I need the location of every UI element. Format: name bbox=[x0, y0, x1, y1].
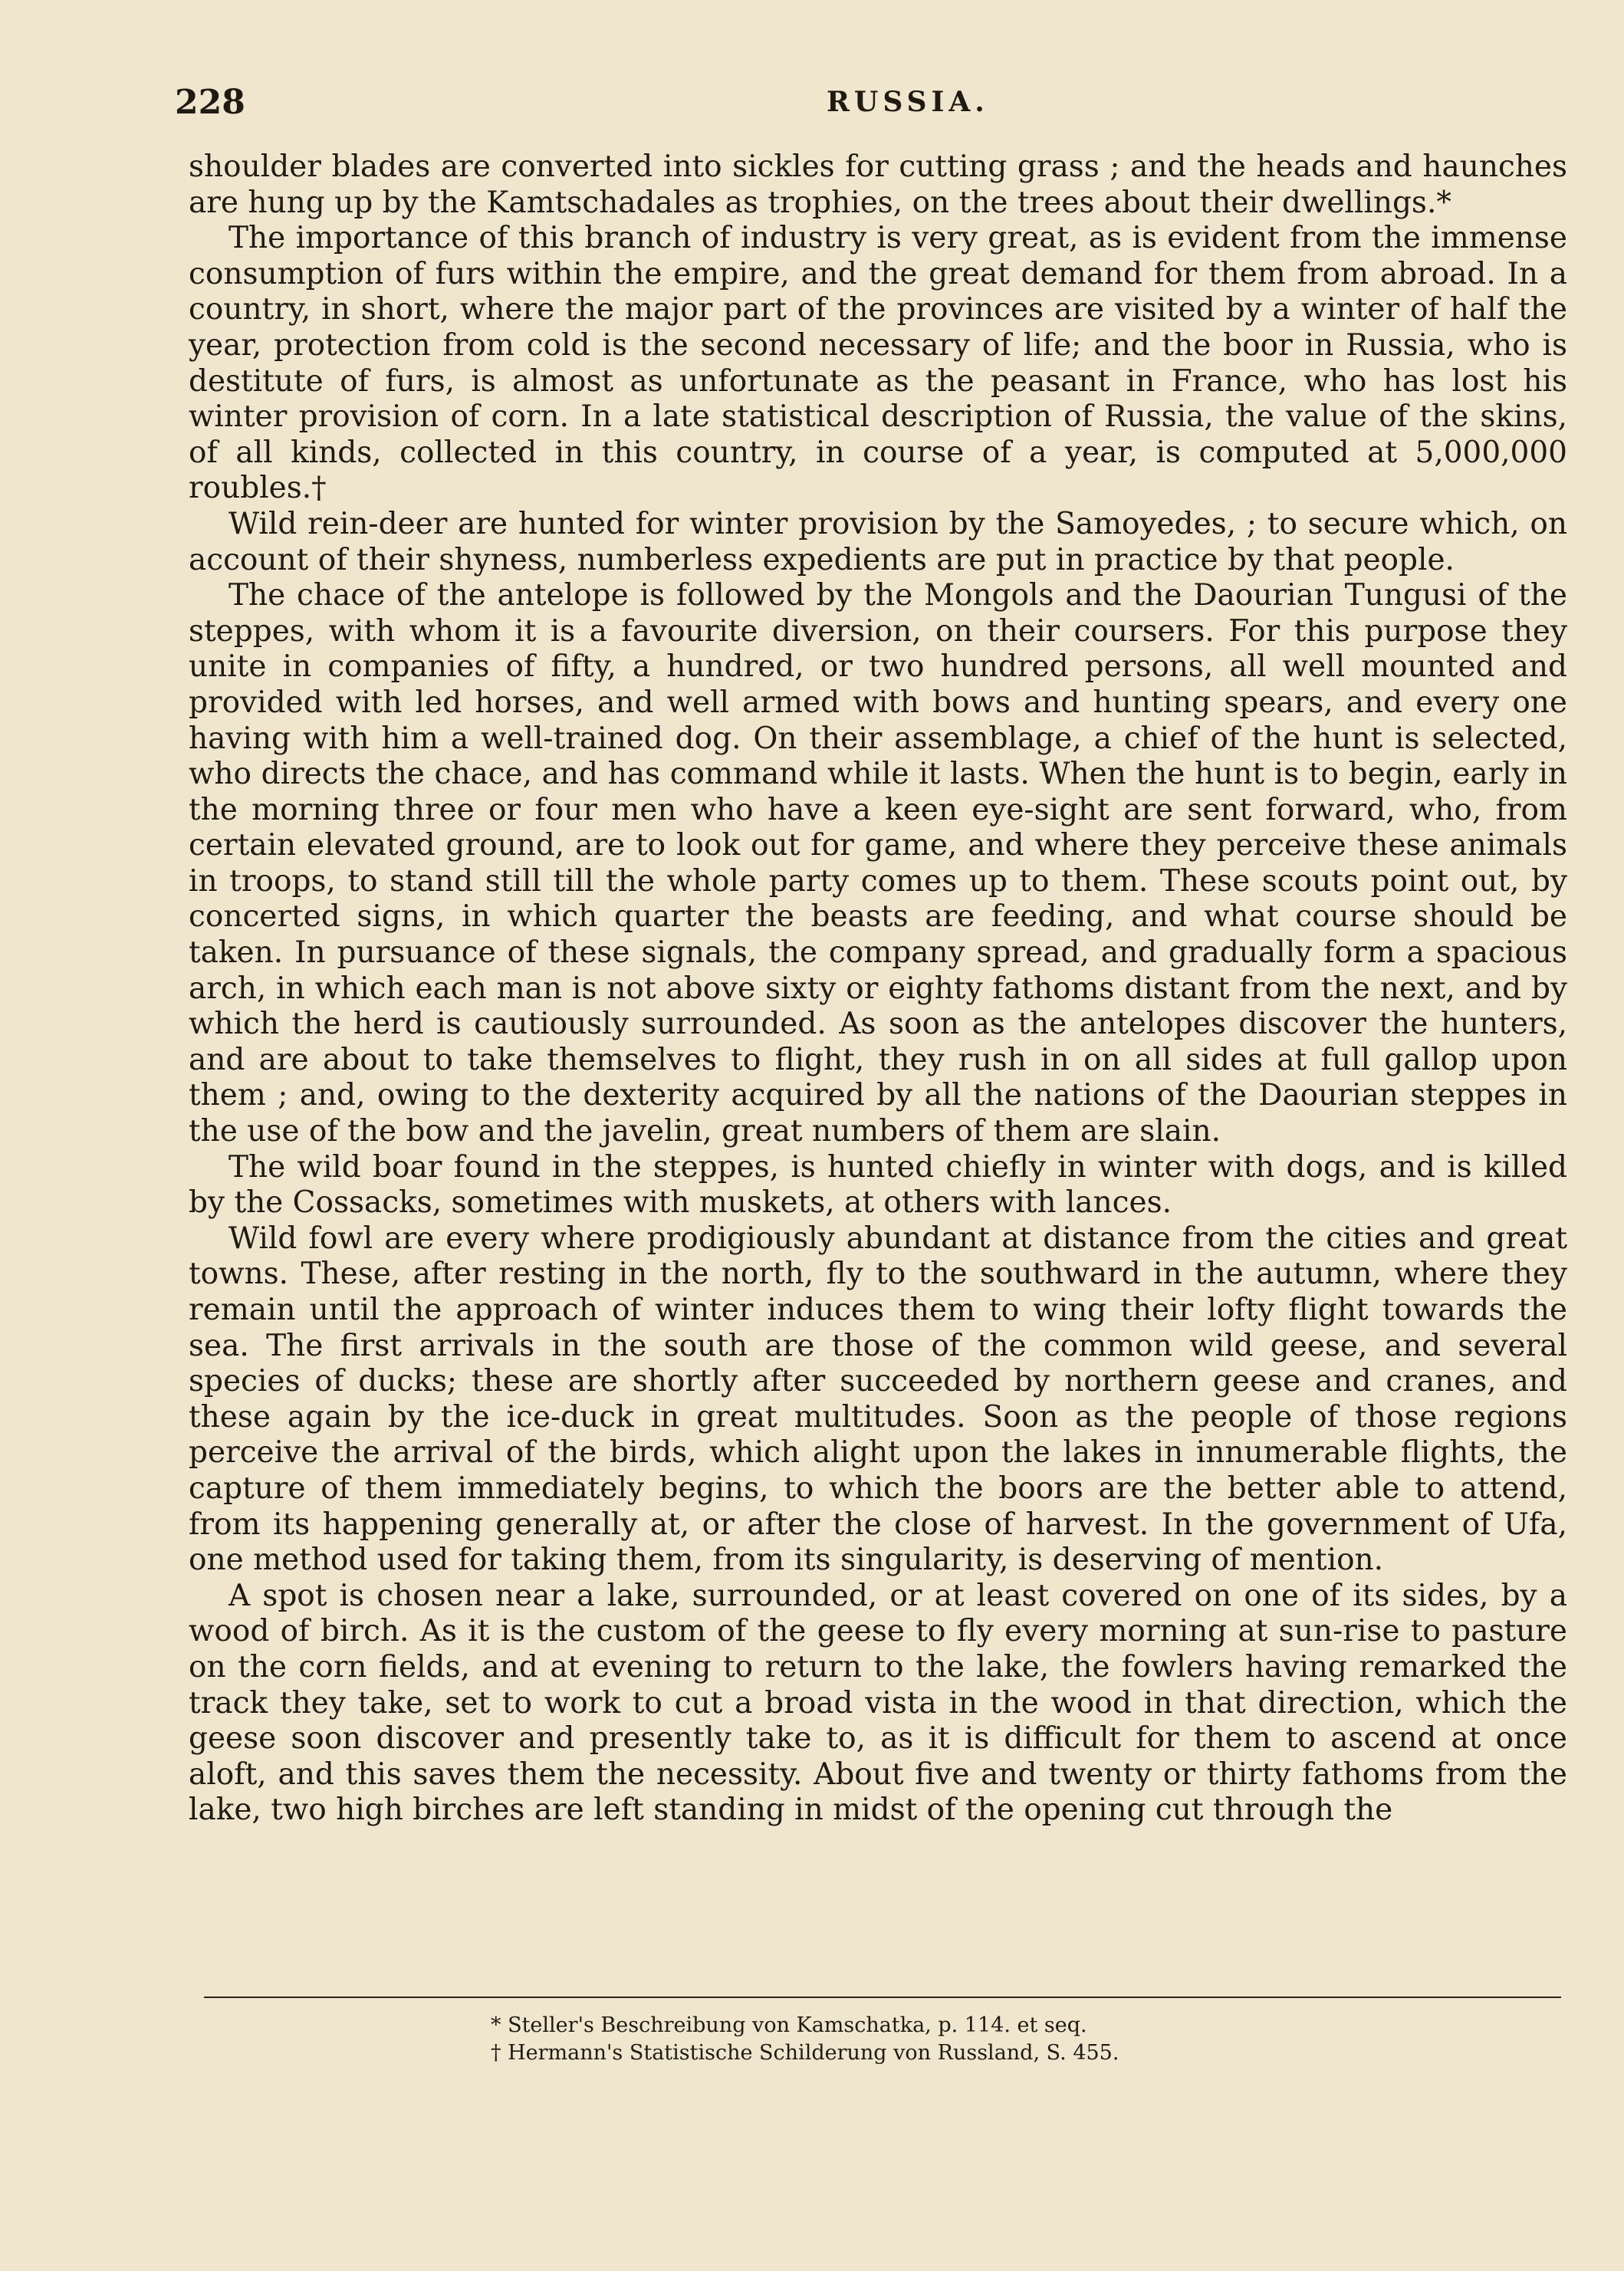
paragraph-5: The wild boar found in the steppes, is hunted chiefly in winter with dogs, and is killed by the Cossacks, sometimes with muskets, at others with lances. bbox=[189, 1149, 1567, 1221]
paragraph-3: Wild rein-deer are hunted for winter provision by the Samoyedes, ; to secure which, on account of their shyness, numberless expedients are put in practice by that people. bbox=[189, 506, 1567, 577]
page-header bbox=[175, 83, 1572, 129]
body-text bbox=[189, 150, 1567, 1829]
page-number: 228 bbox=[175, 83, 245, 122]
paragraph-7: A spot is chosen near a lake, surrounded, or at least covered on one of its sides, by a wood of birch. As it is the custom of the geese to fly every morning at sun-rise to pasture on the corn fields, and at evening to return to the lake, the fowlers having remarked the track they take, set to work to cut a broad vista in the wood in that direction, which the geese soon discover and presently take to, as it is difficult for them to ascend at once aloft, and this saves them the necessity. About five and twenty or thirty fathoms from the lake, two high birches are left standing in midst of the opening cut through the bbox=[189, 1578, 1567, 1828]
footnote-2: † Hermann's Statistische Schilderung von Russland, S. 455. bbox=[491, 2041, 1119, 2065]
footnote-1: * Steller's Beschreibung von Kamschatka, p. 114. et seq. bbox=[491, 2013, 1087, 2037]
footnotes bbox=[491, 2012, 1411, 2067]
paragraph-6: Wild fowl are every where prodigiously abundant at distance from the cities and great towns. These, after resting in the north, fly to the southward in the autumn, where they remain until the approach of winter induces them to wing their lofty flight towards the sea. The first arrivals in the south are those of the common wild geese, and several species of ducks; these are shortly after succeeded by northern geese and cranes, and these again by the ice-duck in great multitudes. Soon as the people of those regions perceive the arrival of the birds, which alight upon the lakes in innumerable flights, the capture of them immediately begins, to which the boors are the better able to attend, from its happening generally at, or after the close of harvest. In the government of Ufa, one method used for taking them, from its singularity, is deserving of mention. bbox=[189, 1221, 1567, 1578]
paragraph-4: The chace of the antelope is followed by the Mongols and the Daourian Tungusi of the steppes, with whom it is a favourite diversion, on their coursers. For this purpose they unite in companies of fifty, a hundred, or two hundred persons, all well mounted and provided with led horses, and well armed with bows and hunting spears, and every one having with him a well-trained dog. On their assemblage, a chief of the hunt is selected, who directs the chace, and has command while it lasts. When the hunt is to begin, early in the morning three or four men who have a keen eye-sight are sent forward, who, from certain elevated ground, are to look out for game, and where they perceive these animals in troops, to stand still till the whole party comes up to them. These scouts point out, by concerted signs, in which quarter the beasts are feeding, and what course should be taken. In pursuance of these signals, the company spread, and gradually form a spacious arch, in which each man is not above sixty or eighty fathoms distant from the next, and by which the herd is cautiously surrounded. As soon as the antelopes discover the hunters, and are about to take themselves to flight, they rush in on all sides at full gallop upon them ; and, owing to the dexterity acquired by all the nations of the Daourian steppes in the use of the bow and the javelin, great numbers of them are slain. bbox=[189, 578, 1567, 1149]
paragraph-2: The importance of this branch of industry is very great, as is evident from the immense consumption of furs within the empire, and the great demand for them from abroad. In a country, in short, where the major part of the provinces are visited by a winter of half the year, protection from cold is the second necessary of life; and the boor in Russia, who is destitute of furs, is almost as unfortunate as the peasant in France, who has lost his winter provision of corn. In a late statistical description of Russia, the value of the skins, of all kinds, collected in this country, in course of a year, is computed at 5,000,000 roubles.† bbox=[189, 221, 1567, 506]
running-title: RUSSIA. bbox=[827, 86, 989, 118]
footnote-divider bbox=[204, 1997, 1561, 1998]
paragraph-1: shoulder blades are converted into sickles for cutting grass ; and the heads and haunches are hung up by the Kamtschadales as trophies, on the trees about their dwellings.* bbox=[189, 150, 1567, 220]
